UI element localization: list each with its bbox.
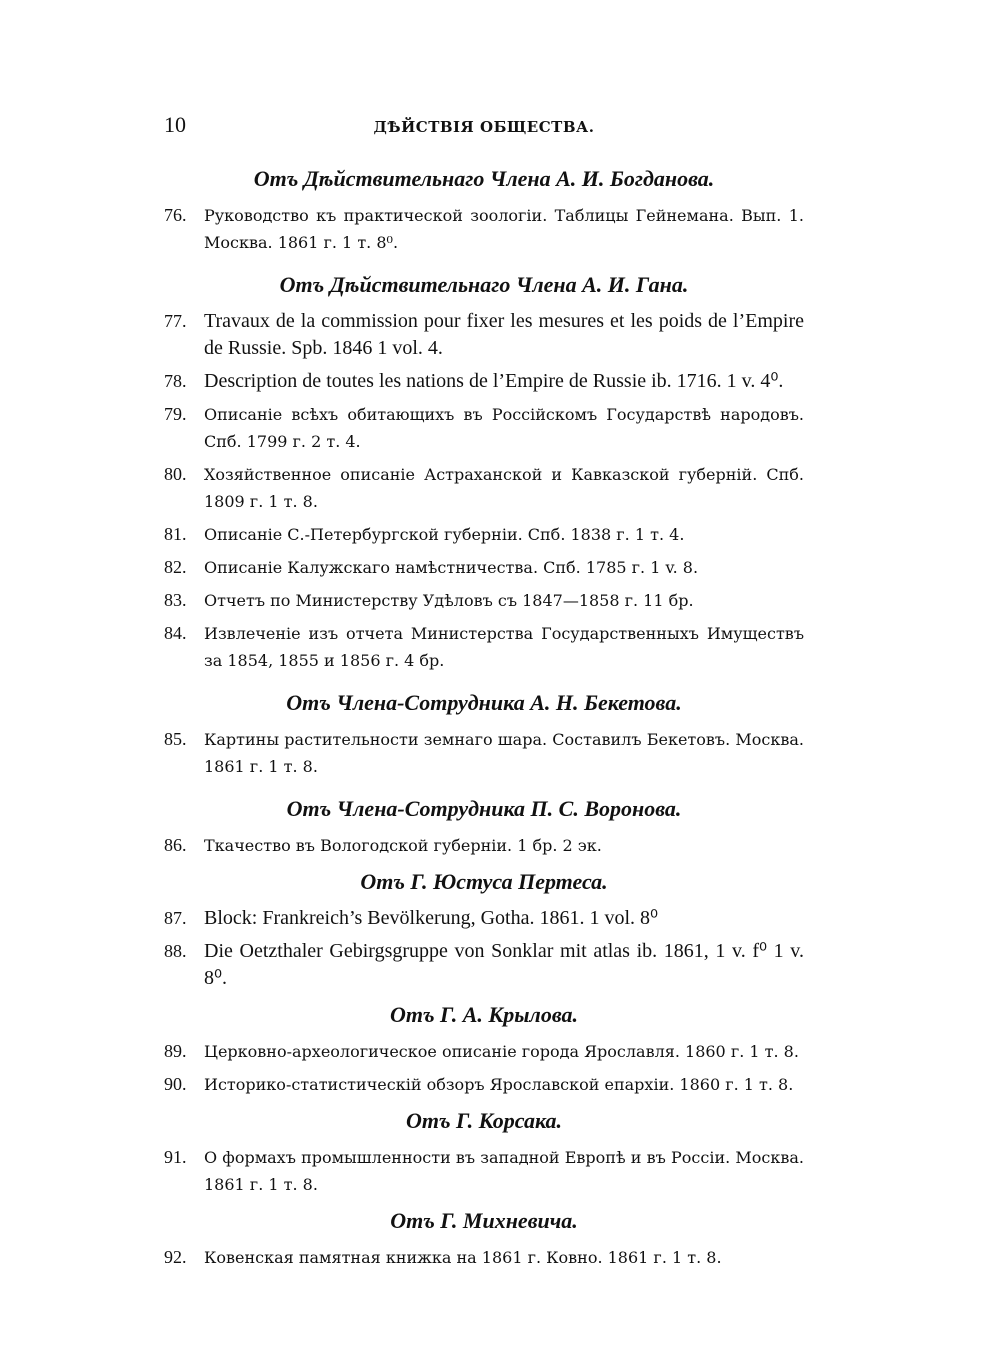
- section: [164, 164, 804, 256]
- entry-number: 80.: [164, 464, 187, 484]
- list-item: [164, 905, 804, 932]
- page-number: 10: [164, 112, 186, 137]
- section: [164, 270, 804, 674]
- entry-number: 79.: [164, 404, 187, 424]
- list-item: [164, 1071, 804, 1098]
- document-body: [164, 164, 804, 1277]
- entry-number: 77.: [164, 311, 187, 331]
- entry-number: 85.: [164, 729, 187, 749]
- entry-number: 91.: [164, 1147, 187, 1167]
- section-title: Отъ Дѣйствительнаго Члена А. И. Гана.: [279, 272, 689, 297]
- running-title: ДѢЙСТВІЯ ОБЩЕСТВА.: [373, 118, 595, 136]
- list-item: [164, 832, 804, 859]
- section-title: Отъ Г. А. Крылова.: [389, 1002, 579, 1027]
- section: [164, 1206, 804, 1271]
- list-item: [164, 1144, 804, 1198]
- entry-number: 82.: [164, 557, 187, 577]
- list-item: [164, 401, 804, 455]
- section-title: Отъ Дѣйствительнаго Члена А. И. Богданова.: [253, 166, 715, 191]
- list-item: [164, 308, 804, 362]
- entry-text: Ткачество въ Вологодской губерніи. 1 бр. 2 эк.: [204, 836, 602, 855]
- section-title: Отъ Члена-Сотрудника П. С. Воронова.: [286, 796, 682, 821]
- entry-text: Картины растительности земнаго шара. Составилъ Бекетовъ. Москва. 1861 г. 1 т. 8.: [204, 730, 804, 776]
- page-header: [164, 112, 804, 142]
- entry-text: Хозяйственное описаніе Астраханской и Кавказской губерній. Спб. 1809 г. 1 т. 8.: [204, 465, 804, 511]
- entry-number: 87.: [164, 908, 187, 928]
- list-item: [164, 554, 804, 581]
- list-item: [164, 368, 804, 395]
- entry-text: Извлеченіе изъ отчета Министерства Государственныхъ Имуществъ за 1854, 1855 и 1856 г. 4 бр.: [204, 624, 804, 670]
- entry-number: 83.: [164, 590, 187, 610]
- entry-number: 92.: [164, 1247, 187, 1267]
- list-item: [164, 461, 804, 515]
- list-item: [164, 202, 804, 256]
- entry-number: 89.: [164, 1041, 187, 1061]
- entry-number: 90.: [164, 1074, 187, 1094]
- list-item: [164, 1244, 804, 1271]
- section-title: Отъ Г. Михневича.: [390, 1208, 578, 1233]
- section: [164, 688, 804, 780]
- entry-text: Историко-статистическій обзоръ Ярославской епархіи. 1860 г. 1 т. 8.: [204, 1075, 794, 1094]
- entry-text: Block: Frankreich’s Bevölkerung, Gotha. 1861. 1 vol. 8⁰: [204, 907, 659, 929]
- list-item: [164, 938, 804, 992]
- list-item: [164, 587, 804, 614]
- entry-text: Ковенская памятная книжка на 1861 г. Ковно. 1861 г. 1 т. 8.: [204, 1248, 722, 1267]
- entry-text: Описаніе С.-Петербургской губерніи. Спб. 1838 г. 1 т. 4.: [204, 525, 685, 544]
- entry-text: Описаніе всѣхъ обитающихъ въ Россійскомъ Государствѣ народовъ. Спб. 1799 г. 2 т. 4.: [204, 405, 804, 451]
- entry-number: 76.: [164, 205, 187, 225]
- list-item: [164, 521, 804, 548]
- entry-number: 86.: [164, 835, 187, 855]
- section-title: Отъ Г. Корсака.: [405, 1108, 563, 1133]
- section-title: Отъ Г. Юстуса Пертеса.: [360, 869, 608, 894]
- entry-text: О формахъ промышленности въ западной Европѣ и въ Россіи. Москва. 1861 г. 1 т. 8.: [204, 1148, 804, 1194]
- section: [164, 1000, 804, 1098]
- entry-text: Руководство къ практической зоологіи. Таблицы Гейнемана. Вып. 1. Москва. 1861 г. 1 т. 8⁰.: [204, 206, 804, 252]
- entry-number: 78.: [164, 371, 187, 391]
- entry-text: Церковно-археологическое описаніе города Ярославля. 1860 г. 1 т. 8.: [204, 1042, 799, 1061]
- section-title: Отъ Члена-Сотрудника А. Н. Бекетова.: [286, 690, 682, 715]
- list-item: [164, 1038, 804, 1065]
- entry-text: Description de toutes les nations de l’Empire de Russie ib. 1716. 1 v. 4⁰.: [204, 370, 784, 392]
- entry-text: Die Oetzthaler Gebirgsgruppe von Sonklar mit atlas ib. 1861, 1 v. f⁰ 1 v. 8⁰.: [204, 940, 804, 989]
- entry-number: 84.: [164, 623, 187, 643]
- section: [164, 1106, 804, 1198]
- entry-number: 88.: [164, 941, 187, 961]
- entry-text: Отчетъ по Министерству Удѣловъ съ 1847—1858 г. 11 бр.: [204, 591, 694, 610]
- entry-text: Описаніе Калужскаго намѣстничества. Спб. 1785 г. 1 v. 8.: [204, 558, 699, 577]
- section: [164, 867, 804, 992]
- list-item: [164, 726, 804, 780]
- section: [164, 794, 804, 859]
- list-item: [164, 620, 804, 674]
- entry-text: Travaux de la commission pour fixer les mesures et les poids de l’Empire de Russie. Spb. 1846 1 vol. 4.: [204, 310, 804, 359]
- entry-number: 81.: [164, 524, 187, 544]
